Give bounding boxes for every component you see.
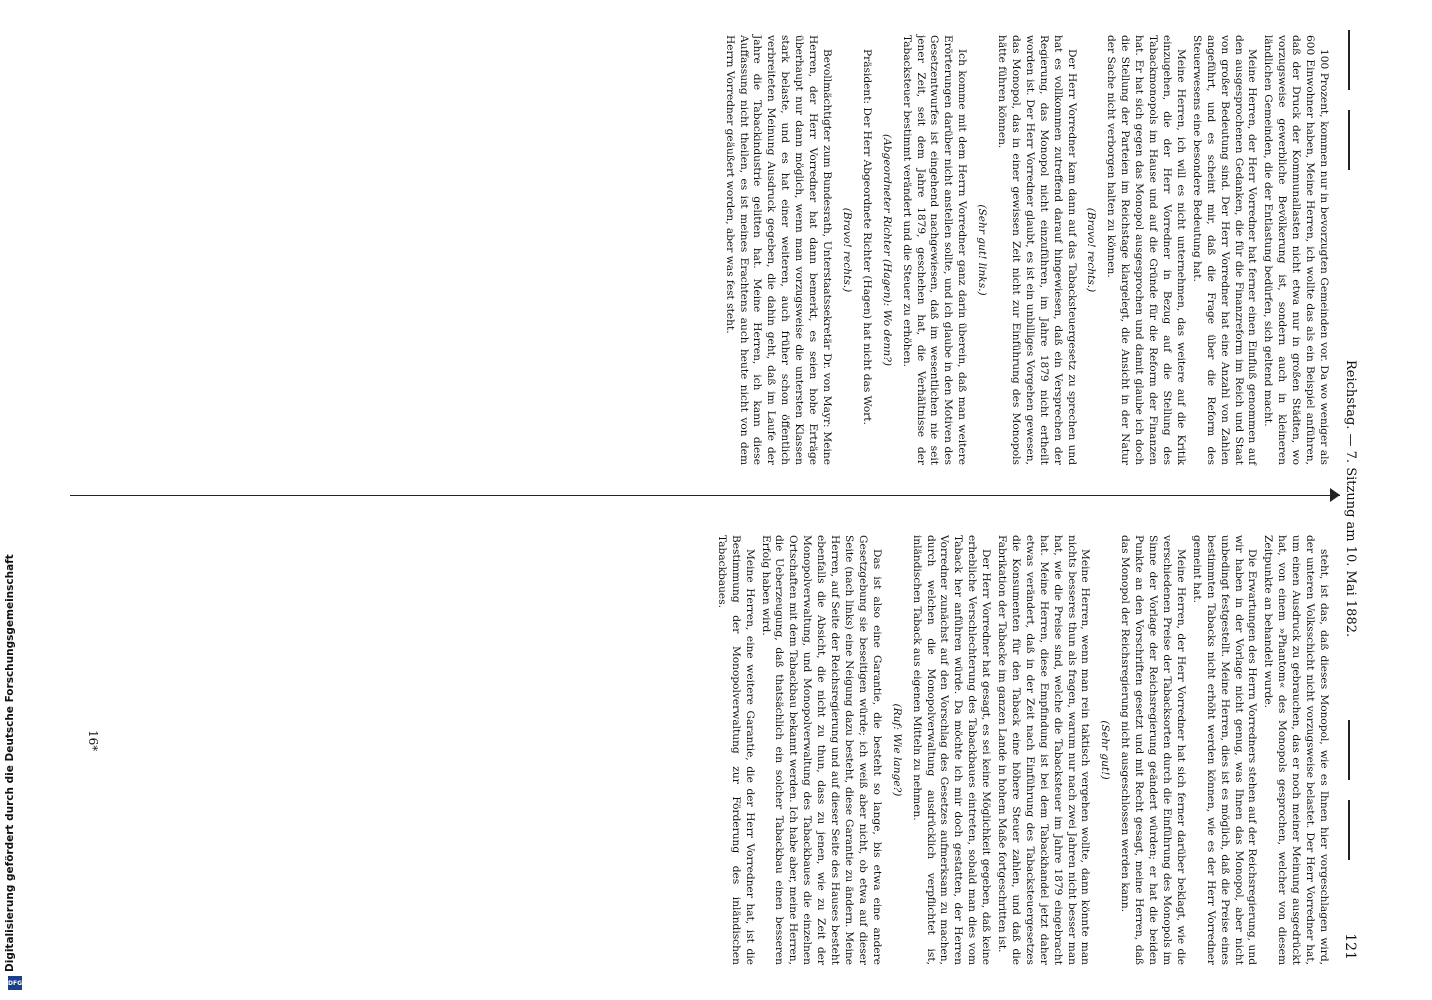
interjection: (Sehr gut! links.) — [976, 204, 989, 296]
header-title: Reichstag. — 7. Sitzung am 10. Mai 1882. — [1343, 360, 1358, 638]
paragraph: Bevollmächtigter zum Bundesrath, Unterstaatssekretär Dr. von Mayr: Meine Herren, der Herr Vorredner hat dann bemerkt, es seien hohe Erträge überhaupt nur dann möglich, wenn man vorzugsweise die untersten Klassen stark belaste, und es hat einer weiteren, auch früher schon öffentlich verbreiteten Meinung Ausdruck gegeben, die dahin geht, daß im Laufe der Jahre die Tabackindustrie gelitten hat. Meine Herren, ich kann diese Auffassung nicht theilen, es ist meines Erachtens auch heute nicht von dem Herrn Vorredner geäußert worden, aber was fest steht. — [723, 35, 833, 465]
paragraph: Meine Herren, wenn man rein taktisch vergehen wollte, dann könnte man nichts besseres thun als fragen, warum nur nach zwei Jahren nicht besser man hat, wie die Preise sind, welche die Tabacksteuer im Jahre 1879 eingebracht hat. Meine Herren, diese Empfindung ist bei dem Tabackhandel jetzt daher etwas verändert, daß in der Zeit nach Einführung des Tabacksteuergesetzes die Konsumenten für den Taback eine höhere Steuer zahlen, und daß die Fabrikation der Tabacke im ganzen Lande in hohem Maße fortgeschritten ist. — [996, 535, 1092, 965]
paragraph: steht, ist das, daß dieses Monopol, wie es Ihnen hier vorgeschlagen wird, der unteren Volksschicht nicht vorzugsweise belastet. Der Herr Vorredner hat, um einen Ausdruck zu gebrauchen, das er noch meiner Meinung ausgedrückt hat, von einem »Phantom« des Monopols gesprochen, welcher von diesem Zeitpunkte an behandelt wurde. — [1262, 535, 1330, 965]
dfg-logo: DFG — [8, 976, 22, 990]
right-text-column — [712, 535, 1330, 965]
paragraph: 100 Prozent, kommen nur in bevorzugten Gemeinden vor. Da wo weniger als 600 Einwohner haben, Meine Herren, ich wollte das als ein Beispiel anführen, daß der Druck der Kommunallasten nicht etwa nur in großen Städten, wo vorzugsweise gewerbliche Bevölkerung ist, sondern auch in kleineren ländlichen Gemeinden, die der Entlastung bedürfen, sich geltend macht. — [1262, 35, 1330, 465]
header-rule — [1348, 720, 1350, 780]
paragraph: Der Herr Vorredner hat gesagt, es sei keine Möglichkeit gegeben, daß keine erhebliche Verschlechterung des Tabackbaues eintreten, sobald man dies vom Taback her anführen würde. Da möchte ich mir doch gestatten, der Herren Vorredner zunächst auf den Vorschlag des Gesetzes aufmerksam zu machen, durch welchen die Monopolverwaltung ausdrücklich verpflichtet ist, inländischen Taback aus eigenen Mitteln zu nehmen. — [910, 535, 993, 965]
paragraph: Ich komme mit dem Herrn Vorredner ganz darin überein, daß man weitere Erörterungen darüber nicht anstellen sollte, und ich glaube in den Motiven des Gesetzentwurfes ist eingehend nachgewiesen, daß im wesentlichen nie seit jener Zeit, seit dem Jahre 1879, geschehen hat, die Verhältnisse der Tabacksteuer bestimmt verändert und die Steuer zu erhöhen. — [900, 35, 969, 465]
paragraph: Meine Herren, der Herr Vorredner hat ferner einen Einfluß genommen auf den ausgesprochenen Gedanken, die für die Finanzreform im Reich und Staat von großer Bedeutung sind. Der Herr Vorredner hat eine Anzahl von Zahlen angeführt, und es scheint mir, daß die Frage über die Reform des Steuerwesens eine besondere Bedeutung hat. — [1190, 35, 1259, 465]
page-number: 121 — [1342, 933, 1358, 960]
paragraph: Meine Herren, der Herr Vorredner hat sich ferner darüber beklagt, wie die verschiedenen Preise der Tabacksorten durch die Einführung des Monopols im Sinne der Vorlage der Reichsregierung geändert würden; er hat die beiden Punkte an den Vorschriften gesetzt und mit Recht gesagt, meine Herren, daß das Monopol der Reichsregierung nicht ausgeschlossen werden kann. — [1119, 535, 1187, 965]
interjection: (Bravo! rechts.) — [840, 207, 853, 293]
interjection: (Sehr gut!) — [1099, 720, 1112, 780]
header-rule — [1348, 110, 1350, 170]
signature-mark: 16* — [86, 730, 100, 752]
paragraph: Der Herr Vorredner kam dann auf das Tabacksteuergesetz zu sprechen und hat es vollkommen zutreffend darauf hingewiesen, daß ein Versprechen der Regierung, das Monopol nicht einzuführen, im Jahre 1879 nicht ertheilt worden ist. Der Herr Vorredner glaubt, es ist ein unbilliges Vorgehen gewesen, das Monopol, das in einer gewissen Zeit nicht zur Einführung des Monopols hätte führen können. — [996, 35, 1078, 465]
column-divider — [70, 495, 1340, 496]
paragraph: Das ist also eine Garantie, die besteht so lange, bis etwa eine andere Gesetzgebung sie beseitigen würde; ich weiß aber nicht, ob etwa auf dieser Seite (nach links) eine Neigung dazu besteht, diese Garantie zu ändern. Meine Herren, auf Seite der Reichsregierung und auf dieser Seite des Hauses besteht ebenfalls die Absicht, die nicht zu thun, dass zu jenen, wie zu Zeit der Monopolverwaltung, und Monopolverwaltung des Tabackbaues die einzelnen Ortschaften mit dem Tabackbau bekannt werden. Ich habe aber, meine Herren, die Ueberzeugung, daß thatsächlich ein solcher Tabackbau einen besseren Erfolg haben wird. — [759, 535, 883, 965]
interjection: (Abgeordneter Richter (Hagen): Wo denn?) — [880, 133, 893, 367]
paragraph: Die Erwartungen des Herrn Vorredners stehen auf der Reichsregierung, und wir haben in der Vorlage nicht genug, was Ihnen das Monopol, aber nicht unbedingt festgestellt. Meine Herren, dies ist es möglich, daß die Preise eines bestimmten Tabacks nicht erhöht werden können, wie es der Herr Vorredner gemeint hat. — [1190, 535, 1259, 965]
header-rule — [1348, 30, 1350, 90]
left-text-column — [720, 35, 1330, 465]
credit-text: Digitalisierung gefördert durch die Deutsche Forschungsgemeinschaft — [4, 554, 16, 972]
digitization-credit — [4, 0, 22, 994]
paragraph: Präsident: Der Herr Abgeordnete Richter (Hagen) hat nicht das Wort. — [860, 49, 873, 425]
paragraph: Meine Herren, eine weitere Garantie, die der Herr Vorredner hat, ist die Bestimmung der Monopolverwaltung zur Förderung des inländischen Tabackbaues. — [715, 535, 756, 965]
header-rule — [1348, 800, 1350, 860]
interjection: (Ruf: Wie lange?) — [890, 703, 903, 797]
paragraph: Meine Herren, ich will es nicht unternehmen, das weitere auf die Kritik einzugehen, die der Herr Vorredner in Bezug auf die Stellung des Tabackmonopols im Hause und auf die Gründe für die Reform der Finanzen hat. Er hat sich gegen das Monopol ausgesprochen und damit glaube ich doch die Stellung der Parteien im Reichstage klargelegt, die Ansicht in der Natur der Sache nicht verborgen halten zu können. — [1105, 35, 1187, 465]
interjection: (Bravo! rechts.) — [1085, 207, 1098, 293]
